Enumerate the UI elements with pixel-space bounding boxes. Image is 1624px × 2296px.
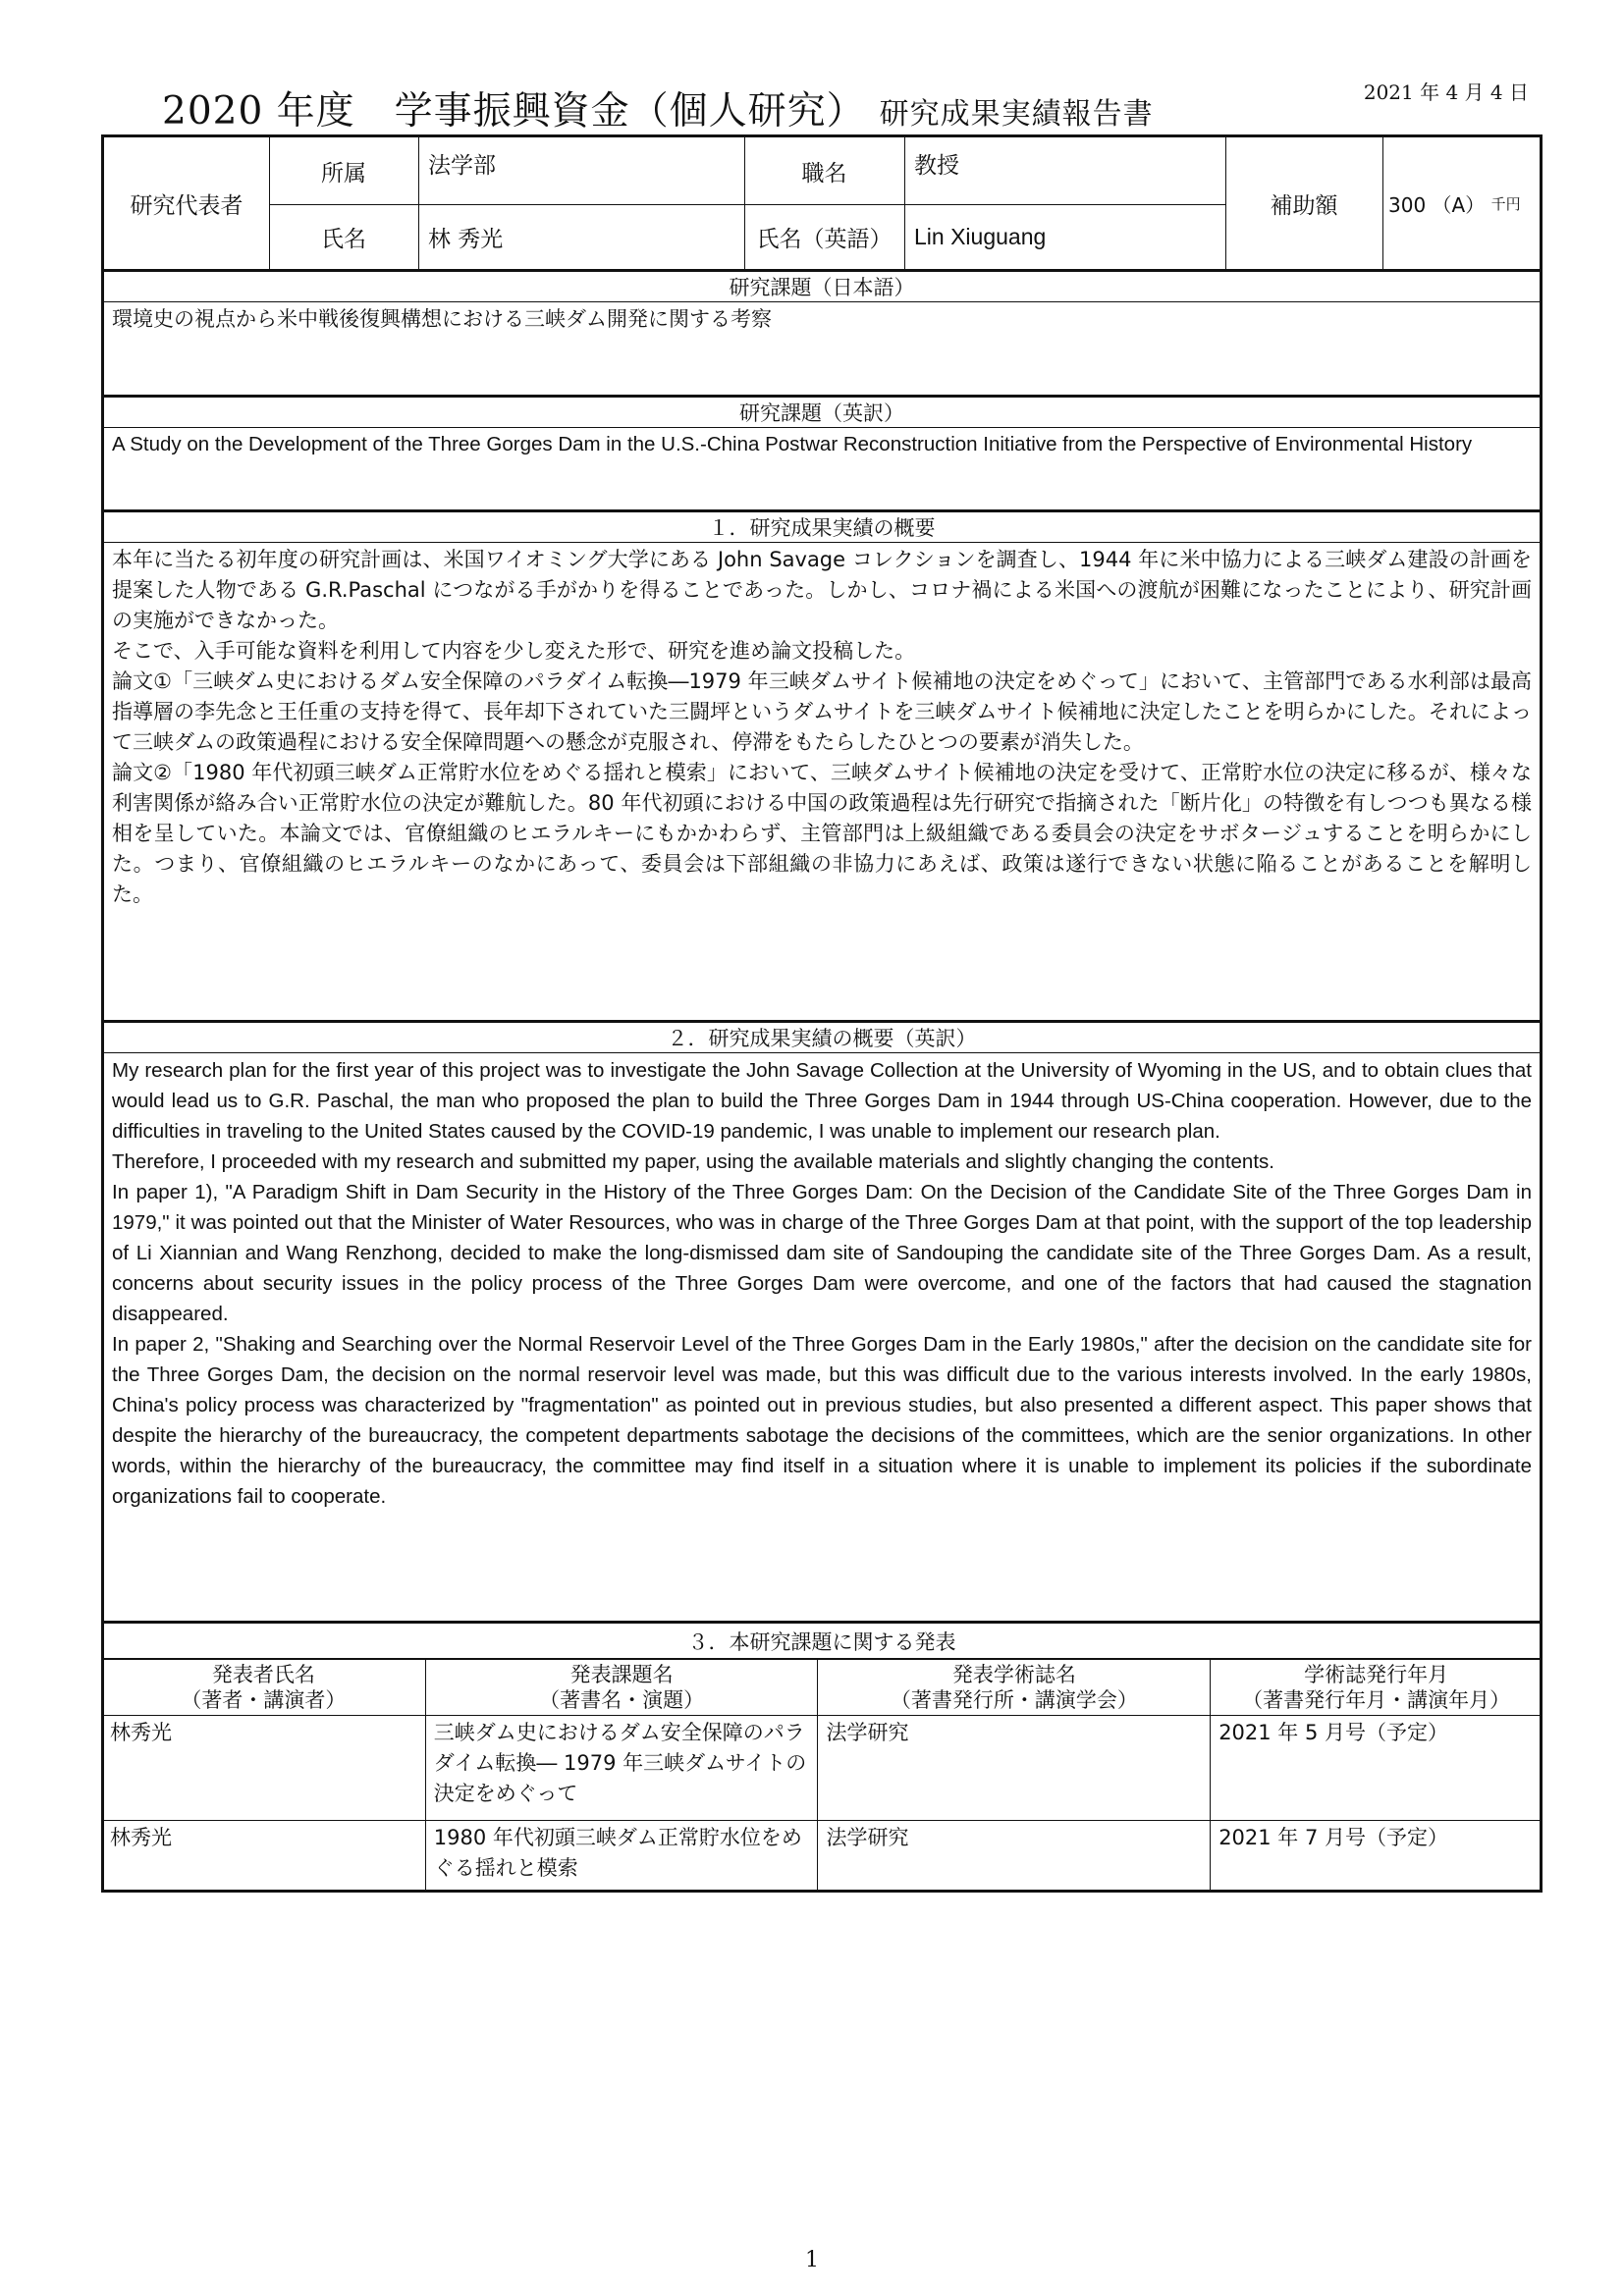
- summary-jp-paragraph: そこで、入手可能な資料を利用して内容を少し変えた形で、研究を進め論文投稿した。: [112, 639, 916, 663]
- table-cell: 2021 年 7 月号（予定）: [1211, 1821, 1543, 1892]
- summary-en-section: [101, 1023, 1543, 1622]
- name-value: 林 秀光: [428, 226, 504, 252]
- topic-jp-heading: 研究課題（日本語）: [104, 272, 1540, 302]
- summary-en-paragraph: In paper 1), "A Paradigm Shift in Dam Security in the History of the Three Gorges Dam: On the Decision of the Candidate Site of the Three Gorges Dam in 1979," it was pointed out that the Minister of Water Resources, who was in charge of the Three Gorges Dam at that point, with the support of the top leadership of Li Xiannian and Wang Renzhong, decided to make the long-dismissed dam site of Sandouping the candidate site of the Three Gorges Dam. As a result, concerns about security issues in the policy process of the Three Gorges Dam were overcome, and one of the factors that had caused the stagnation disappeared.: [112, 1181, 1532, 1325]
- table-cell: 三峡ダム史におけるダム安全保障のパラダイム転換― 1979 年三峡ダムサイトの決定をめぐって: [425, 1716, 818, 1821]
- grant-unit: 千円: [1490, 194, 1521, 213]
- report-date: 2021 年 4 月 4 日: [1363, 80, 1529, 104]
- name-en-label: 氏名（英語）: [756, 226, 893, 252]
- publications-header-row: [102, 1660, 1543, 1716]
- summary-jp-section: [101, 512, 1543, 1021]
- position-label: 職名: [801, 160, 847, 187]
- page-title: [162, 80, 1154, 135]
- table-cell: 林秀光: [102, 1821, 426, 1892]
- summary-jp-paragraph: 本年に当たる初年度の研究計画は、米国ワイオミング大学にある John Savage コレクションを調査し、1944 年に米中協力による三峡ダム建設の計画を提案した人物である G.R.Paschal につながる手がかりを得ることであった。しかし、コロナ禍による米国への渡航が困難になったことにより、研究計画の実施ができなかった。: [112, 548, 1532, 632]
- title-main: 2020 年度 学事振興資金（個人研究）: [162, 89, 866, 133]
- summary-jp-paragraph: 論文①「三峡ダム史におけるダム安全保障のパラダイム転換―1979 年三峡ダムサイト候補地の決定をめぐって」において、主管部門である水利部は最高指導層の李先念と王任重の支持を得て、長年却下されていた三闘坪というダムサイトを三峡ダムサイト候補地に決定したことを明らかにした。それによって三峡ダムの政策過程における安全保障問題への懸念が克服され、停滞をもたらしたひとつの要素が消失した。: [112, 669, 1532, 754]
- table-cell: 2021 年 5 月号（予定）: [1211, 1716, 1543, 1821]
- affiliation-label: 所属: [321, 160, 366, 187]
- column-header: 発表課題名 （著書名・演題）: [425, 1660, 818, 1716]
- page-number: 1: [805, 2248, 819, 2272]
- column-header: 発表学術誌名 （著書発行所・講演学会）: [818, 1660, 1211, 1716]
- publications-heading: ３．本研究課題に関する発表: [104, 1624, 1540, 1659]
- publications-table: [101, 1659, 1543, 1892]
- table-cell: 1980 年代初頭三峡ダム正常貯水位をめぐる揺れと模索: [425, 1821, 818, 1892]
- rep-label: 研究代表者: [130, 192, 244, 219]
- topic-en-text: A Study on the Development of the Three Gorges Dam in the U.S.-China Postwar Reconstruction Initiative from the Perspective of Environmental History: [112, 433, 1473, 455]
- position-value: 教授: [914, 153, 959, 179]
- summary-en-paragraph: Therefore, I proceeded with my research and submitted my paper, using the available materials and slightly changing the contents.: [112, 1150, 1274, 1173]
- table-cell: 法学研究: [818, 1716, 1211, 1821]
- affiliation-value: 法学部: [428, 153, 496, 179]
- summary-en-paragraph: My research plan for the first year of this project was to investigate the John Savage Collection at the University of Wyoming in the US, and to obtain clues that would lead us to G.R. Paschal, the man who proposed the plan to build the Three Gorges Dam in 1944 through US-China cooperation. However, due to the difficulties in traveling to the United States caused by the COVID-19 pandemic, I was unable to implement our research plan.: [112, 1059, 1532, 1143]
- topic-jp-section: [101, 272, 1543, 396]
- column-header: 学術誌発行年月 （著書発行年月・講演年月）: [1211, 1660, 1543, 1716]
- grant-amount: [1382, 137, 1540, 269]
- table-cell: 林秀光: [102, 1716, 426, 1821]
- column-header: 発表者氏名 （著者・講演者）: [102, 1660, 426, 1716]
- grant-value: 300 （A）: [1388, 192, 1486, 217]
- topic-jp-text: 環境史の視点から米中戦後復興構想における三峡ダム開発に関する考察: [112, 307, 772, 331]
- summary-en-heading: ２．研究成果実績の概要（英訳）: [104, 1023, 1540, 1053]
- table-row: [102, 1716, 1543, 1821]
- publications-section: [101, 1624, 1543, 1659]
- summary-en-body: [104, 1053, 1540, 1514]
- name-label: 氏名: [321, 226, 366, 252]
- grant-label: 補助額: [1270, 192, 1338, 219]
- table-cell: 法学研究: [818, 1821, 1211, 1892]
- summary-jp-paragraph: 論文②「1980 年代初頭三峡ダム正常貯水位をめぐる揺れと模索」において、三峡ダムサイト候補地の決定を受けて、正常貯水位の決定に移るが、様々な利害関係が絡み合い正常貯水位の決定が難航した。80 年代初頭における中国の政策過程は先行研究で指摘された「断片化」の特徴を有しつつも異なる様相を呈していた。本論文では、官僚組織のヒエラルキーにもかかわらず、主管部門は上級組織である委員会の決定をサボタージュすることを明らかにした。つまり、官僚組織のヒエラルキーのなかにあって、委員会は下部組織の非協力にあえば、政策は遂行できない状態に陥ることがあることを解明した。: [112, 761, 1533, 906]
- researcher-info-table: [101, 134, 1543, 272]
- table-row: [102, 1821, 1543, 1892]
- summary-jp-heading: １．研究成果実績の概要: [104, 512, 1540, 543]
- name-en-value: Lin Xiuguang: [914, 223, 1047, 249]
- summary-en-paragraph: In paper 2, "Shaking and Searching over the Normal Reservoir Level of the Three Gorges Dam in the Early 1980s," after the decision on the candidate site for the Three Gorges Dam, the decision on the normal reservoir level was made, but this was difficult due to the various interests involved. In the early 1980s, China's policy process was characterized by "fragmentation" as pointed out in previous studies, but also presented a different aspect. This paper shows that despite the hierarchy of the bureaucracy, the competent departments sabotage the decisions of the committees, which are the senior organizations. In other words, within the hierarchy of the bureaucracy, the committee may find itself in a situation where it is unable to implement its policies if the subordinate organizations fail to cooperate.: [112, 1333, 1532, 1508]
- title-sub: 研究成果実績報告書: [879, 97, 1154, 132]
- topic-en-heading: 研究課題（英訳）: [104, 398, 1540, 428]
- topic-en-section: [101, 398, 1543, 510]
- summary-jp-body: [104, 543, 1540, 912]
